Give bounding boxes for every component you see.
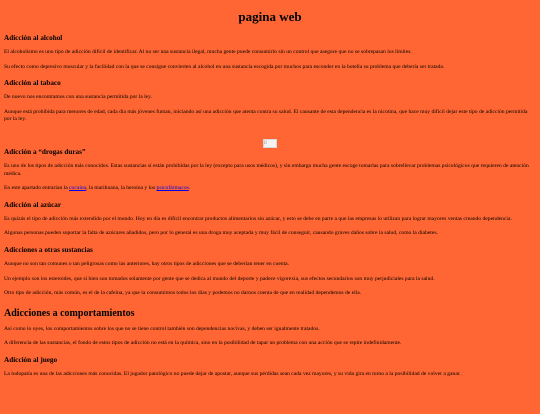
heading-otras: Adicciones a otras sustancias [4,245,93,254]
heading-drogas: Adicción a “drogas duras” [4,147,86,156]
link-cocaina[interactable]: cocaína [69,185,87,192]
heading-tabaco: Adicción al tabaco [4,79,61,88]
heading-comportamientos: Adicciones a comportamientos [4,307,135,319]
paragraph-otras-3: Otro tipo de adicción, más común, es el de la cafeína, ya que la consumimos todos los días y podemos no darnos cuenta de que en realidad dependemos de ella. [4,290,362,297]
paragraph-otras-2: Un ejemplo son los esteroides, que si bien son tomados solamente por gente que se dedica al mundo del deporte y padece vigorexia, sus efectos secundarios son muy perjudiciales para la salud. [4,275,435,282]
paragraph-alcohol-2: Su efecto como depresivo muscular y la facilidad con la que se consigue convierten al alcohol en una sustancia escogida por muchos para esconder en la botella su problema que debería ser tratado. [4,63,445,70]
paragraph-drogas-2 [4,185,536,193]
broken-image-icon: ll [263,139,277,148]
paragraph-juego-1: La ludopatía es una de las adicciones más conocidas. El jugador patológico no puede dejar de apostar, aunque sus pérdidas sean cada vez mayores, y su vida gira en torno a la posibilidad de volver a ganar. [4,370,461,377]
link-psicofarmacos[interactable]: psicofármacos [156,185,189,192]
paragraph-azucar-1: Es quizás el tipo de adicción más extendido por el mundo. Hoy en día es difícil encontrar productos alimentarios sin azúcar, y esto se debe en parte a que las empresas lo utilizan para lograr mayores ventas creando dependencia. [4,215,512,222]
paragraph-alcohol-1: El alcoholismo es uno tipo de adicción difícil de identificar. Al no ser una sustancia ilegal, mucha gente puede consumirlo sin un control que asegure que no se sobrepasan los límites. [4,49,412,55]
paragraph-tabaco-1: De nuevo nos encontramos con una sustancia permitida por la ley. [4,94,152,101]
heading-juego: Adicción al juego [4,355,58,364]
page-content [0,9,540,379]
text-segment: En este apartado entrarían la [4,185,70,192]
paragraph-comportamientos-1: Así como lo oyes, los comportamientos sobre los que no se tiene control también son dependencias nocivas, y deben ser igualmente tratados. [4,325,320,332]
paragraph-tabaco-2: Aunque está prohibida para menores de edad, cada día más jóvenes fuman, iniciando así una adicción que atenta contra su salud. El causante de esta dependencia es la nicotina, que hace muy difícil dejar este tipo de adicción permitida por la ley. [4,108,528,123]
paragraph-comportamientos-2: A diferencia de las sustancias, el fondo de estos tipos de adicción no está en la química, sino en la posibilidad de tapar un problema con una acción que se repite indefinidamente. [4,340,402,347]
paragraph-azucar-2: Algunas personas pueden soportar la falta de azúcares añadidos, pero por lo general es una droga muy aceptada y muy fácil de conseguir, causando graves daños sobre la salud, como la diabetes. [4,230,438,237]
heading-azucar: Adicción al azúcar [4,200,62,209]
paragraph-drogas-1: Es uno de los tipos de adicción más conocidos. Estas sustancias sí están prohibidas por la ley (excepto para usos médicos), y sin embargo mucha gente escoge tomarlas para sobrellevar problemas psicológicos que requieren de atención médica. [4,162,529,177]
text-segment: . [188,185,191,192]
text-segment: , la marihuana, la heroína y los [86,185,157,192]
broken-image [4,131,536,146]
page-title: pagina web [238,9,302,24]
paragraph-otras-1: Aunque no son tan comunes o tan peligrosas como las anteriores, hay otros tipos de adicciones que se deberían tener en cuenta. [4,260,290,267]
heading-alcohol: Adicción al alcohol [4,34,63,42]
